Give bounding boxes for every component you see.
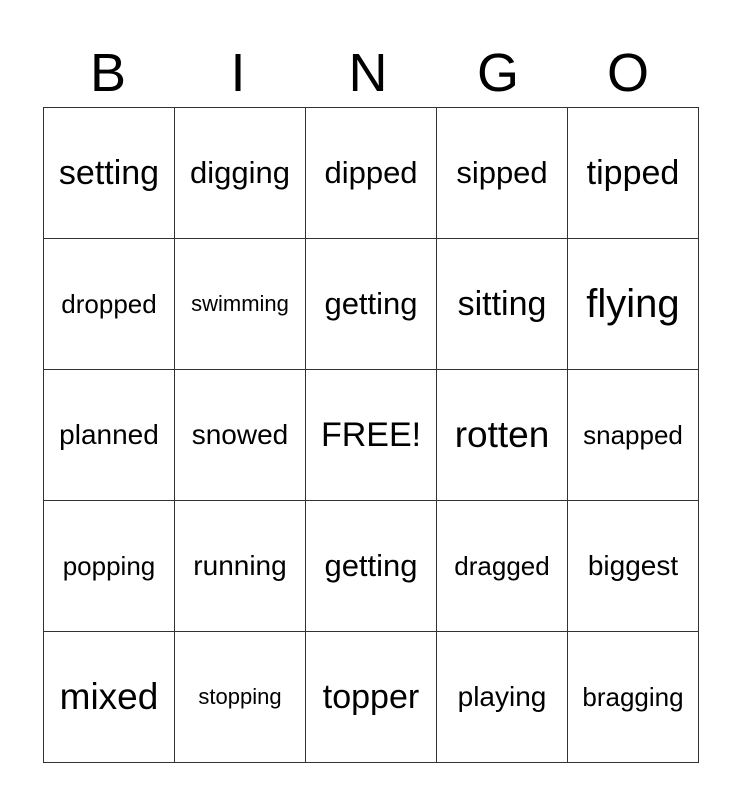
header-letter-i: I — [230, 43, 246, 103]
bingo-cell[interactable]: dipped — [306, 108, 437, 239]
bingo-cell[interactable]: dragged — [437, 501, 568, 632]
bingo-cell[interactable]: sitting — [437, 239, 568, 370]
bingo-cell[interactable]: sipped — [437, 108, 568, 239]
header-letter-n: N — [348, 43, 388, 103]
bingo-cell[interactable]: dropped — [44, 239, 175, 370]
bingo-cell[interactable]: getting — [306, 239, 437, 370]
free-space-cell[interactable]: FREE! — [306, 370, 437, 501]
bingo-card — [43, 107, 699, 763]
bingo-cell[interactable]: planned — [44, 370, 175, 501]
bingo-cell[interactable]: popping — [44, 501, 175, 632]
bingo-row — [44, 501, 699, 632]
bingo-cell[interactable]: flying — [568, 239, 699, 370]
bingo-header — [43, 40, 693, 106]
bingo-cell[interactable]: stopping — [175, 632, 306, 763]
bingo-row — [44, 370, 699, 501]
header-letter-g: G — [476, 43, 519, 103]
bingo-cell[interactable]: bragging — [568, 632, 699, 763]
bingo-cell[interactable]: setting — [44, 108, 175, 239]
bingo-cell[interactable]: snowed — [175, 370, 306, 501]
bingo-cell[interactable]: digging — [175, 108, 306, 239]
bingo-cell[interactable]: getting — [306, 501, 437, 632]
bingo-cell[interactable]: playing — [437, 632, 568, 763]
bingo-row — [44, 108, 699, 239]
bingo-cell[interactable]: snapped — [568, 370, 699, 501]
header-letter-o: O — [606, 43, 649, 103]
bingo-cell[interactable]: topper — [306, 632, 437, 763]
bingo-cell[interactable]: mixed — [44, 632, 175, 763]
bingo-cell[interactable]: tipped — [568, 108, 699, 239]
bingo-cell[interactable]: swimming — [175, 239, 306, 370]
bingo-row — [44, 239, 699, 370]
bingo-cell[interactable]: running — [175, 501, 306, 632]
bingo-row — [44, 632, 699, 763]
bingo-cell[interactable]: biggest — [568, 501, 699, 632]
bingo-cell[interactable]: rotten — [437, 370, 568, 501]
header-letter-b: B — [89, 43, 127, 103]
